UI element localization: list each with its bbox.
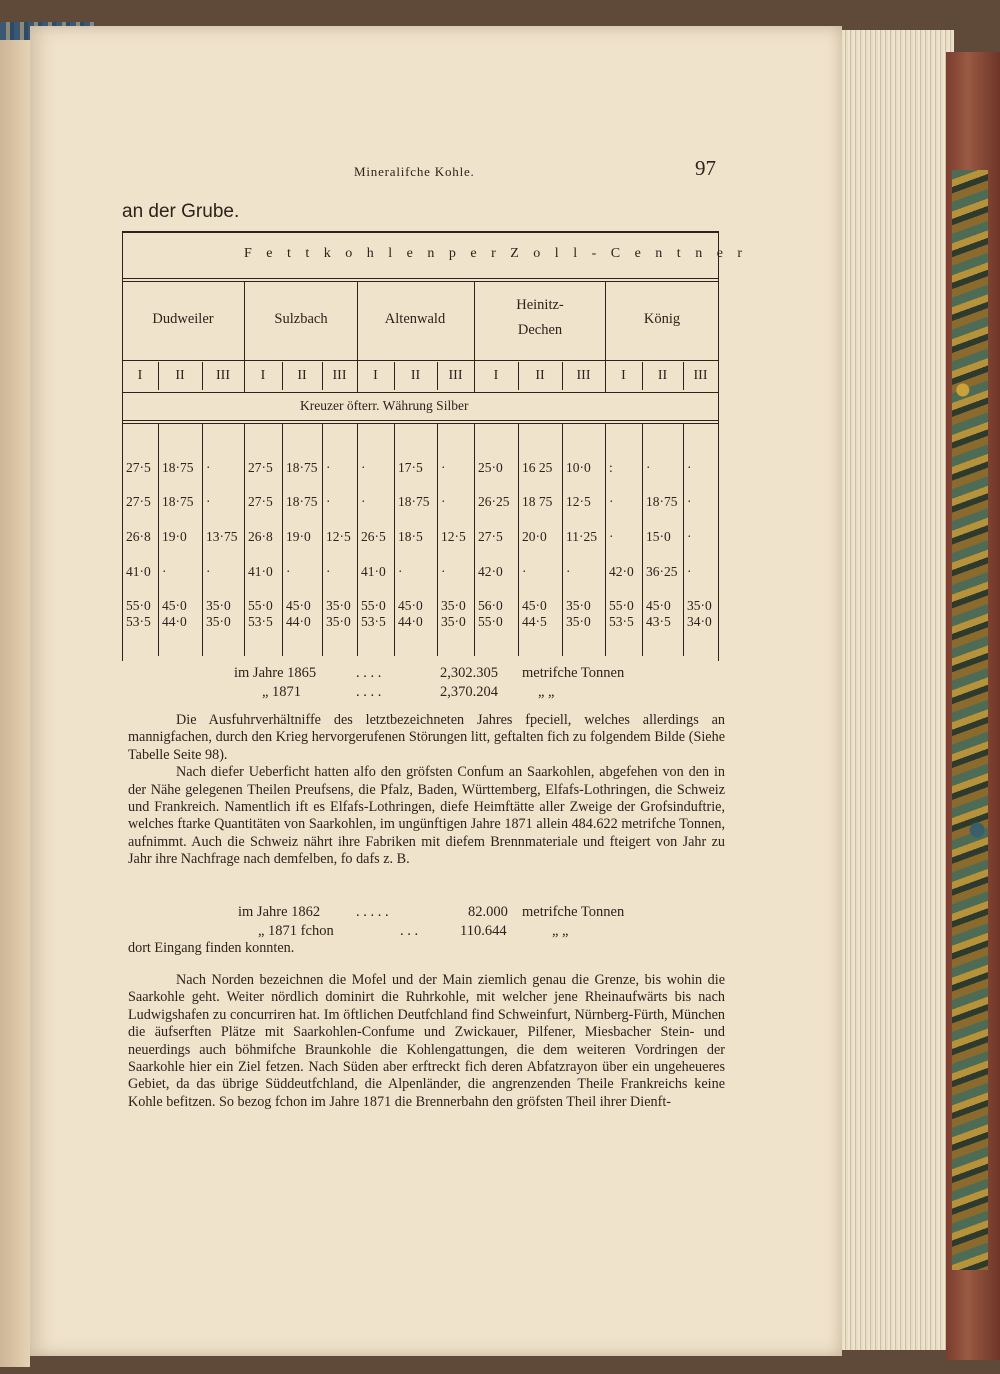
data-column-divider bbox=[202, 424, 203, 656]
table-cell: 18·75 bbox=[398, 494, 430, 509]
table-cell: 45·0 bbox=[286, 598, 311, 613]
data-column-divider bbox=[642, 424, 643, 656]
table-cell: 20·0 bbox=[522, 529, 547, 544]
table-cell: 16 25 bbox=[522, 460, 553, 475]
table-cell: 45·0 bbox=[522, 598, 547, 613]
table-cell: · bbox=[687, 529, 692, 544]
grade-column-divider bbox=[518, 362, 519, 390]
table-cell: 26·25 bbox=[478, 494, 510, 509]
table-cell: 17·5 bbox=[398, 460, 423, 475]
table-cell: 12·5 bbox=[326, 529, 351, 544]
table-cell: · bbox=[687, 494, 692, 509]
table-cell: : bbox=[609, 460, 613, 475]
table-cell: 53·5 bbox=[126, 614, 151, 629]
grade-header: II bbox=[657, 368, 668, 383]
table-cell: · bbox=[361, 460, 366, 475]
data-column-divider bbox=[518, 424, 519, 656]
grade-header: I bbox=[260, 368, 266, 383]
data-column-divider bbox=[562, 424, 563, 656]
export-1871-value: 2,370.204 bbox=[440, 684, 498, 700]
table-cell: 25·0 bbox=[478, 460, 503, 475]
table-cell: 26·8 bbox=[248, 529, 273, 544]
table-cell: 34·0 bbox=[687, 614, 712, 629]
table-cell: 10·0 bbox=[566, 460, 591, 475]
table-cell: · bbox=[206, 494, 211, 509]
table-cell: 55·0 bbox=[478, 614, 503, 629]
export-1871-swiss-value: 110.644 bbox=[460, 923, 507, 939]
table-cell: 27·5 bbox=[248, 460, 273, 475]
data-column-divider bbox=[244, 424, 245, 656]
table-currency-rule bbox=[122, 423, 718, 424]
table-cell: 35·0 bbox=[441, 614, 466, 629]
grade-header: II bbox=[175, 368, 185, 383]
table-cell: · bbox=[522, 564, 527, 579]
grade-header: II bbox=[410, 368, 421, 383]
export-1865-unit: metrifche Tonnen bbox=[522, 665, 625, 681]
table-cell: 35·0 bbox=[326, 598, 351, 613]
table-cell: 18·75 bbox=[286, 494, 318, 509]
table-cell: 53·5 bbox=[361, 614, 386, 629]
table-cell: 44·0 bbox=[286, 614, 311, 629]
grade-header: I bbox=[493, 368, 499, 383]
running-header: Mineralifche Kohle. bbox=[354, 164, 475, 179]
data-column-divider bbox=[282, 424, 283, 656]
table-cell: 27·5 bbox=[248, 494, 273, 509]
table-cell: 27·5 bbox=[126, 460, 151, 475]
table-cell: · bbox=[326, 564, 331, 579]
mine-header-altenwald: Altenwald bbox=[384, 311, 446, 327]
paragraph-text: Nach diefer Ueberficht hatten alfo den gröfsten Confum an Saarkohlen, abgefehen von den in der Nähe gelegenen Theilen Preufsens, die Pfalz, Baden, Württemberg, Elfafs-Lothringen, die Schweiz und Frankreich. Namentlich ift es Elfafs-Lothringen, diefe Heimftätte aller Zweige der Grofsinduftrie, welches ftarke Quantitäten von Saarkohlen, im ungünftigen Jahre 1871 allein 484.622 metrifche Tonnen, aufnimmt. Auch die Schweiz nährt ihre Fabriken mit diefem Brennmateriale und fteigert von Jahr zu Jahr ihre Nachfrage nach demfelben, fo dafs z. B. bbox=[128, 764, 725, 868]
table-cell: 15·0 bbox=[646, 529, 671, 544]
data-column-divider bbox=[605, 424, 606, 656]
table-cell: 35·0 bbox=[206, 598, 231, 613]
table-cell: 12·5 bbox=[566, 494, 591, 509]
table-cell: 55·0 bbox=[248, 598, 273, 613]
grade-header: III bbox=[216, 368, 230, 383]
currency-note: Kreuzer öfterr. Währung Silber bbox=[300, 398, 469, 413]
export-1865-label: im Jahre 1865 bbox=[234, 665, 317, 681]
table-cell: · bbox=[326, 460, 331, 475]
data-column-divider bbox=[357, 424, 358, 656]
table-cell: · bbox=[441, 494, 446, 509]
table-cell: 41·0 bbox=[248, 564, 273, 579]
data-column-divider bbox=[683, 424, 684, 656]
table-cell: 41·0 bbox=[126, 564, 151, 579]
table-cell: · bbox=[441, 460, 446, 475]
table-cell: 12·5 bbox=[441, 529, 466, 544]
marbled-edge bbox=[952, 170, 988, 1270]
table-cell: · bbox=[609, 529, 614, 544]
export-1862-value: 82.000 bbox=[468, 904, 508, 920]
data-column-divider bbox=[394, 424, 395, 656]
grade-header: II bbox=[297, 368, 307, 383]
grade-header: III bbox=[693, 368, 708, 383]
table-cell: 44·0 bbox=[398, 614, 423, 629]
table-cell: 18·75 bbox=[646, 494, 678, 509]
table-left-border bbox=[122, 231, 123, 661]
table-right-border bbox=[718, 231, 719, 661]
table-cell: 19·0 bbox=[162, 529, 187, 544]
table-cell: 26·8 bbox=[126, 529, 151, 544]
export-1871-swiss-dots: . . . bbox=[400, 923, 419, 939]
table-top-rule bbox=[122, 231, 718, 233]
grade-column-divider bbox=[562, 362, 563, 390]
table-cell: · bbox=[206, 564, 211, 579]
table-cell: 53·5 bbox=[248, 614, 273, 629]
table-cell: 13·75 bbox=[206, 529, 238, 544]
grade-header: III bbox=[576, 368, 591, 383]
table-cell: 27·5 bbox=[126, 494, 151, 509]
table-cell: 18·75 bbox=[162, 494, 194, 509]
grade-header: III bbox=[448, 368, 463, 383]
grade-header: I bbox=[137, 368, 143, 383]
export-1862-label: im Jahre 1862 bbox=[238, 904, 321, 920]
table-grade-rule bbox=[122, 392, 718, 393]
grade-column-divider bbox=[642, 362, 643, 390]
table-cell: 35·0 bbox=[441, 598, 466, 613]
table-currency-rule bbox=[122, 420, 718, 421]
grade-column-divider bbox=[394, 362, 395, 390]
table-cell: · bbox=[609, 494, 614, 509]
mine-header-dudweiler: Dudweiler bbox=[152, 311, 214, 327]
paragraph-distribution bbox=[128, 972, 725, 1111]
table-cell: · bbox=[398, 564, 403, 579]
table-cell: 44·0 bbox=[162, 614, 187, 629]
table-cell: · bbox=[566, 564, 571, 579]
grade-column-divider bbox=[474, 362, 475, 390]
table-cell: · bbox=[441, 564, 446, 579]
paragraph-export-ratios bbox=[128, 712, 725, 869]
export-1871-swiss-unit: „ „ bbox=[552, 923, 569, 939]
paragraph-text: dort Eingang finden konnten. bbox=[128, 940, 295, 956]
table-cell: 53·5 bbox=[609, 614, 634, 629]
paragraph-text: Nach Norden bezeichnen die Mofel und der Main ziemlich genau die Grenze, bis wohin die Saarkohle geht. Weiter nördlich dominirt die Ruhrkohle, mit welcher jene Rheinaufwärts bis nach Ludwigshafen zu concurriren hat. Im öftlichen Deutfchland find Schweinfurt, Nürnberg-Fürth, München die äufserften Plätze mit Saarkohlen-Confume und Zwickauer, Pilfener, Miesbacher Stein- und neuerdings auch böhmifche Braunkohle die Kohlengattungen, die dem weiteren Vordringen der Saarkohle hier ein Ziel fetzen. Nach Süden aber erftreckt fich deren Abfatzrayon über ein ungeheueres Gebiet, da das übrige Süddeutfchland, die Alpenländer, die angrenzenden Theile Frankreichs keine Kohle befitzen. So bezog fchon im Jahre 1871 die Brennerbahn den gröfsten Theil ihrer Dienft- bbox=[128, 972, 725, 1110]
table-cell: 36·25 bbox=[646, 564, 678, 579]
table-cell: 35·0 bbox=[326, 614, 351, 629]
grade-column-divider bbox=[202, 362, 203, 390]
intro-text: an der Grube. bbox=[122, 201, 240, 222]
table-title: F e t t k o h l e n p e r Z o l l - C e n t n e r bbox=[244, 246, 748, 261]
table-cell: 45·0 bbox=[646, 598, 671, 613]
book-page bbox=[30, 26, 842, 1356]
paragraph-entry bbox=[128, 940, 725, 957]
export-1865-value: 2,302.305 bbox=[440, 665, 498, 681]
table-cell: · bbox=[206, 460, 211, 475]
table-cell: 43·5 bbox=[646, 614, 671, 629]
table-cell: 56·0 bbox=[478, 598, 503, 613]
table-cell: 18·75 bbox=[162, 460, 194, 475]
table-cell: 55·0 bbox=[361, 598, 386, 613]
table-cell: · bbox=[162, 564, 167, 579]
grade-column-divider bbox=[282, 362, 283, 390]
export-1862-dots: . . . . . bbox=[356, 904, 389, 920]
table-cell: 19·0 bbox=[286, 529, 311, 544]
table-title-rule bbox=[122, 278, 718, 279]
grade-header: I bbox=[373, 368, 378, 383]
mine-header-heinitz: Heinitz- bbox=[516, 297, 564, 313]
table-cell: 18 75 bbox=[522, 494, 553, 509]
mine-header-dechen: Dechen bbox=[517, 322, 563, 338]
table-mine-rule bbox=[122, 360, 718, 361]
table-cell: 35·0 bbox=[566, 614, 591, 629]
grade-header: II bbox=[535, 368, 545, 383]
table-cell: 35·0 bbox=[206, 614, 231, 629]
export-1865-dots: . . . . bbox=[356, 665, 382, 681]
table-cell: · bbox=[286, 564, 291, 579]
table-cell: 42·0 bbox=[478, 564, 503, 579]
table-cell: 18·75 bbox=[286, 460, 318, 475]
table-cell: 41·0 bbox=[361, 564, 386, 579]
data-column-divider bbox=[158, 424, 159, 656]
table-cell: 55·0 bbox=[609, 598, 634, 613]
table-cell: 11·25 bbox=[566, 529, 597, 544]
table-cell: · bbox=[361, 494, 366, 509]
mine-header-könig: König bbox=[643, 311, 681, 327]
table-cell: 42·0 bbox=[609, 564, 634, 579]
table-cell: · bbox=[646, 460, 651, 475]
export-1871-unit: „ „ bbox=[538, 684, 555, 700]
table-cell: 35·0 bbox=[566, 598, 591, 613]
table-cell: 18·5 bbox=[398, 529, 423, 544]
grade-column-divider bbox=[158, 362, 159, 390]
facing-page-edge bbox=[0, 22, 30, 1367]
table-cell: 35·0 bbox=[687, 598, 712, 613]
table-cell: 45·0 bbox=[398, 598, 423, 613]
mine-header-sulzbach: Sulzbach bbox=[274, 311, 328, 327]
table-cell: 26·5 bbox=[361, 529, 386, 544]
table-cell: · bbox=[687, 460, 692, 475]
table-cell: · bbox=[687, 564, 692, 579]
table-title-rule bbox=[122, 281, 718, 282]
export-1871-label: „ 1871 bbox=[262, 684, 302, 700]
paragraph-text: Die Ausfuhrverhältniffe des letztbezeichneten Jahres fpeciell, welches allerdings an mannigfachen, durch den Krieg hervorgerufenen Störungen litt, geftalten fich zu folgendem Bilde (Siehe Tabelle Seite 98). bbox=[128, 712, 725, 763]
data-column-divider bbox=[474, 424, 475, 656]
table-cell: 27·5 bbox=[478, 529, 503, 544]
table-cell: 44·5 bbox=[522, 614, 547, 629]
table-cell: · bbox=[326, 494, 331, 509]
data-column-divider bbox=[437, 424, 438, 656]
export-1871-dots: . . . . bbox=[356, 684, 382, 700]
table-cell: 45·0 bbox=[162, 598, 187, 613]
data-column-divider bbox=[322, 424, 323, 656]
table-cell: 55·0 bbox=[126, 598, 151, 613]
page-number: 97 bbox=[695, 156, 716, 180]
grade-header: III bbox=[332, 368, 347, 383]
export-1862-unit: metrifche Tonnen bbox=[522, 904, 625, 920]
export-1871-swiss-label: „ 1871 fchon bbox=[258, 923, 334, 939]
page-block-edges bbox=[838, 30, 954, 1350]
grade-header: I bbox=[621, 368, 626, 383]
